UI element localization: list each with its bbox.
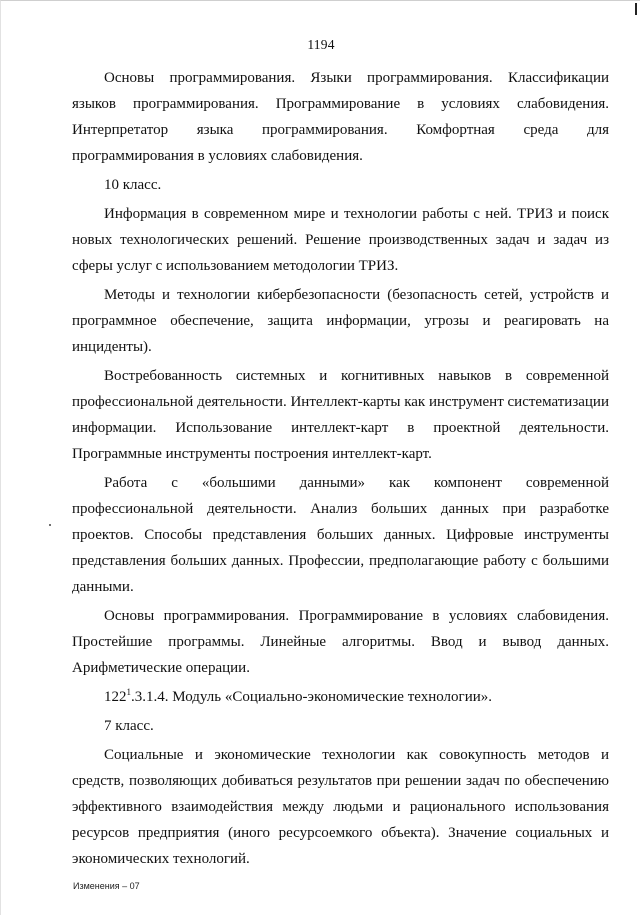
paragraph-programming-basics-1: Основы программирования. Языки программирования. Классификации языков программирования. Программирование в условиях слабовидения. Интерпретатор языка программирования. Комфортная среда для программирования в условиях слабовидения. bbox=[72, 70, 609, 164]
module-number: 122 bbox=[104, 689, 127, 705]
footer-revision-note: Изменения – 07 bbox=[73, 881, 140, 891]
module-heading bbox=[72, 684, 609, 710]
grade-7-heading: 7 класс. bbox=[104, 718, 154, 734]
scan-corner-mark bbox=[635, 3, 637, 15]
paragraph-mind-maps: Востребованность системных и когнитивных навыков в современной профессиональной деятельности. Интеллект-карты как инструмент систематизации информации. Использование интеллект-карт в проектной деятельности. Программные инструменты построения интеллект-карт. bbox=[72, 368, 609, 462]
paragraph-programming-basics-2: Основы программирования. Программирование в условиях слабовидения. Простейшие программы. Линейные алгоритмы. Ввод и вывод данных. Арифметические операции. bbox=[72, 608, 609, 676]
paragraph-big-data: Работа с «большими данными» как компонент современной профессиональной деятельности. Анализ больших данных при разработке проектов. Способы представления больших данных. Цифровые инструменты представления больших данных. Профессии, предполагающие работу с большими данными. bbox=[72, 475, 609, 595]
page-number: 1194 bbox=[307, 37, 335, 52]
paragraph-information-triz: Информация в современном мире и технологии работы с ней. ТРИЗ и поиск новых технологических решений. Решение производственных задач и задач из сферы услуг с использованием методологии ТРИЗ. bbox=[72, 206, 609, 274]
scan-speck bbox=[49, 524, 51, 526]
paragraph-cybersecurity: Методы и технологии кибербезопасности (безопасность сетей, устройств и программное обеспечение, защита информации, угрозы и реагировать на инциденты). bbox=[72, 287, 609, 355]
page-body bbox=[72, 65, 609, 875]
module-number-superscript: 1 bbox=[126, 687, 131, 697]
grade-10-heading: 10 класс. bbox=[104, 177, 162, 193]
module-title: .3.1.4. Модуль «Социально-экономические технологии». bbox=[131, 689, 492, 705]
paragraph-socio-economic: Социальные и экономические технологии как совокупность методов и средств, позволяющих добиваться результатов при решении задач по обеспечению эффективного взаимодействия между людьми и рационального использования ресурсов предприятия (иного ресурсоемкого объекта). Значение социальных и экономических технологий. bbox=[72, 747, 609, 867]
